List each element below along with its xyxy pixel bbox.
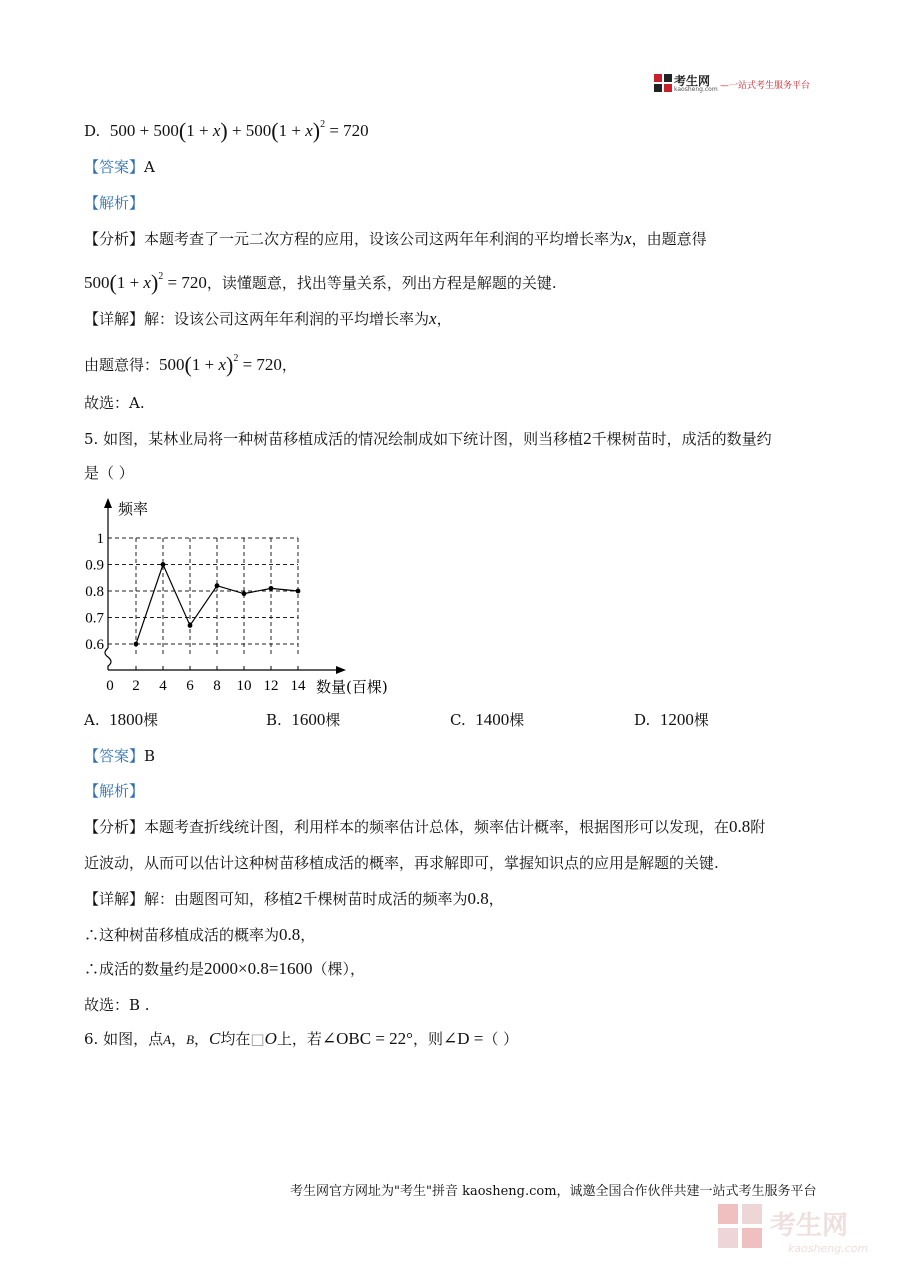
- youti-tail: ，: [281, 356, 297, 374]
- data-point: [134, 642, 139, 647]
- data-point: [269, 586, 274, 591]
- option-value: 1200: [659, 710, 694, 729]
- fenxi-text: 本题考查折线统计图，利用样本的频率估计总体，频率估计概率，根据图形可以发现，在: [144, 818, 730, 836]
- stem-text-2: 千棵树苗时，成活的数量约: [591, 430, 772, 448]
- center-o: O: [264, 1029, 277, 1048]
- q4-xiangjie: [84, 308, 452, 330]
- fenxi-text: 本题考查了一元二次方程的应用，设该公司这两年年利润的平均增长率为: [144, 230, 625, 248]
- y-tick-label: 1: [96, 531, 104, 547]
- data-point: [296, 589, 301, 594]
- xiangjie-text: 解：设该公司这两年年利润的平均增长率为: [144, 310, 430, 328]
- xiangjie-text-2: 千棵树苗时成活的频率为: [302, 890, 468, 908]
- option-value: 1400: [475, 710, 510, 729]
- guxuan-text: 故选：A.: [84, 394, 145, 412]
- q5-stem-line2: [84, 462, 134, 484]
- logo-name: 考生网: [674, 74, 711, 88]
- y-tick-label: 0.8: [85, 584, 104, 600]
- fenxi-num: 0.8: [729, 817, 751, 836]
- q4-option-d: [84, 114, 369, 142]
- answer-tag: 【答案】: [84, 747, 145, 765]
- x-axis-arrow: [336, 666, 346, 674]
- q5-option-b[interactable]: [266, 709, 340, 731]
- step1-text: ∴这种树苗移植成活的概率为: [84, 926, 280, 944]
- xiangjie-tag: 【详解】: [84, 310, 145, 328]
- x-tick-label: 12: [263, 678, 279, 694]
- step1-tail: ，: [300, 926, 316, 944]
- x-tick-label: 10: [236, 678, 252, 694]
- chart-grid: [108, 538, 298, 654]
- data-point: [161, 562, 166, 567]
- analysis-tag: 【解析】: [84, 782, 145, 800]
- fenxi-text-2: 附: [750, 818, 766, 836]
- x-tick-label: 8: [213, 678, 221, 694]
- q5-analysis-tag: [84, 780, 144, 802]
- q4-answer: [84, 156, 155, 178]
- fenxi-tag: 【分析】: [84, 818, 145, 836]
- option-label: B.: [266, 711, 282, 729]
- watermark-logo-icon: [718, 1204, 762, 1248]
- q6-text-e: （ ）: [483, 1030, 519, 1048]
- x-tick-label: 14: [290, 678, 306, 694]
- q6-text-a: 6. 如图，点: [84, 1030, 164, 1048]
- header-logo: [654, 72, 824, 96]
- q4-fenxi-line2: [84, 266, 557, 294]
- q5-option-a[interactable]: [84, 709, 158, 731]
- answer-value: A: [144, 158, 155, 176]
- q5-option-c[interactable]: [450, 709, 524, 731]
- fenxi-tail: ，由题意得: [631, 230, 707, 248]
- option-value: 1800: [109, 710, 144, 729]
- kaosheng-watermark: [718, 1200, 888, 1260]
- stem-num: 2: [583, 429, 592, 448]
- angle-obc: ∠OBC = 22°: [321, 1029, 413, 1048]
- option-label: D.: [634, 711, 651, 729]
- q6-text-b: 均在: [220, 1030, 251, 1048]
- logo-slogan: —一站式考生服务平台: [720, 81, 811, 91]
- x-tick-label: 4: [159, 678, 167, 694]
- q5-xiangjie: [84, 888, 504, 910]
- xiangjie-var: x: [429, 309, 437, 328]
- q5-option-d[interactable]: [634, 709, 709, 731]
- option-label: C.: [450, 711, 466, 729]
- xiangjie-num: 2: [294, 889, 303, 908]
- q4-equation-2: $500(1 + x)^2 = 720$: [159, 352, 282, 377]
- q5-fenxi-line2: [84, 852, 719, 874]
- fenxi-line2: 近波动，从而可以估计这种树苗移植成活的概率，再求解即可，掌握知识点的应用是解题的关键.: [84, 854, 719, 872]
- fenxi-var: x: [624, 229, 632, 248]
- stem-text-3: 是（ ）: [84, 464, 134, 482]
- option-value: 1600: [291, 710, 326, 729]
- angle-d: ∠D =: [442, 1029, 484, 1048]
- q5-guxuan: [84, 994, 150, 1016]
- data-point: [215, 583, 220, 588]
- point-c: C: [209, 1029, 221, 1048]
- y-axis-break: [105, 648, 111, 670]
- q4-option-d-equation: $500 + 500(1 + x) + 500(1 + x)^2 = 720$: [109, 118, 369, 143]
- chart-axes: [104, 498, 346, 674]
- option-unit: 棵: [509, 711, 525, 729]
- q4-analysis-tag: [84, 192, 144, 214]
- data-point: [188, 623, 193, 628]
- answer-tag: 【答案】: [84, 158, 145, 176]
- q5-options: [84, 709, 844, 731]
- q5-step2: [84, 958, 365, 980]
- q5-line-chart: [85, 494, 388, 700]
- q6-text-d: ，则: [412, 1030, 443, 1048]
- q5-step1: [84, 924, 315, 946]
- option-unit: 棵: [325, 711, 341, 729]
- xiangjie-text: 解：由题图可知，移植: [144, 890, 295, 908]
- q6-sep1: ，: [171, 1030, 187, 1048]
- guxuan-text: 故选：B .: [84, 996, 150, 1014]
- step2-tail: （棵），: [312, 960, 365, 978]
- step1-num: 0.8: [279, 925, 301, 944]
- q5-fenxi: [84, 816, 765, 838]
- q6-text-c: 上，若: [276, 1030, 322, 1048]
- q6-stem: [84, 1028, 518, 1051]
- xiangjie-tail: ，: [436, 310, 452, 328]
- youti-text: 由题意得：: [84, 356, 160, 374]
- kaosheng-logo-icon: [654, 74, 672, 92]
- q4-fenxi: [84, 228, 707, 250]
- logo-domain: kaosheng.com: [674, 86, 718, 93]
- fenxi-line2-tail: ，读懂题意，找出等量关系，列出方程是解题的关键.: [206, 274, 557, 292]
- analysis-tag: 【解析】: [84, 194, 145, 212]
- option-label: D.: [84, 122, 101, 140]
- step2-math: 2000×0.8=1600: [204, 959, 313, 978]
- q5-stem-line1: [84, 428, 772, 450]
- option-unit: 棵: [693, 711, 709, 729]
- point-b: B: [186, 1032, 195, 1047]
- xiangjie-num-2: 0.8: [467, 889, 489, 908]
- xiangjie-tag: 【详解】: [84, 890, 145, 908]
- q5-answer: [84, 745, 155, 767]
- point-a: A: [163, 1032, 172, 1047]
- data-point: [242, 591, 247, 596]
- circle-symbol-icon: □: [250, 1030, 265, 1048]
- watermark-domain: kaosheng.com: [788, 1242, 869, 1255]
- y-tick-label: 0.9: [85, 557, 104, 574]
- x-tick-label: 0: [106, 678, 114, 694]
- xiangjie-tail: ，: [488, 890, 504, 908]
- page-footer: 考生网官方网址为"考生"拼音 kaosheng.com，诚邀全国合作伙伴共建一站式考生服务平台: [290, 1184, 817, 1199]
- x-tick-label: 6: [186, 678, 194, 694]
- q6-sep2: ，: [194, 1030, 210, 1048]
- step2-text: ∴成活的数量约是: [84, 960, 205, 978]
- stem-text: 5. 如图，某林业局将一种树苗移植成活的情况绘制成如下统计图，则当移植: [84, 430, 584, 448]
- answer-value: B: [144, 747, 156, 765]
- option-unit: 棵: [143, 711, 159, 729]
- watermark-name: 考生网: [770, 1211, 849, 1241]
- q4-equation: $500(1 + x)^2 = 720$: [84, 270, 207, 295]
- x-tick-label: 2: [132, 678, 140, 694]
- q4-youti: [84, 348, 297, 376]
- option-label: A.: [84, 711, 100, 729]
- chart-ylabel: 频率: [118, 500, 149, 518]
- y-axis-arrow: [104, 498, 112, 508]
- fenxi-tag: 【分析】: [84, 230, 145, 248]
- q4-guxuan: [84, 392, 145, 414]
- y-tick-label: 0.6: [85, 637, 104, 653]
- y-tick-label: 0.7: [85, 610, 104, 627]
- chart-xlabel: 数量(百棵): [316, 678, 388, 696]
